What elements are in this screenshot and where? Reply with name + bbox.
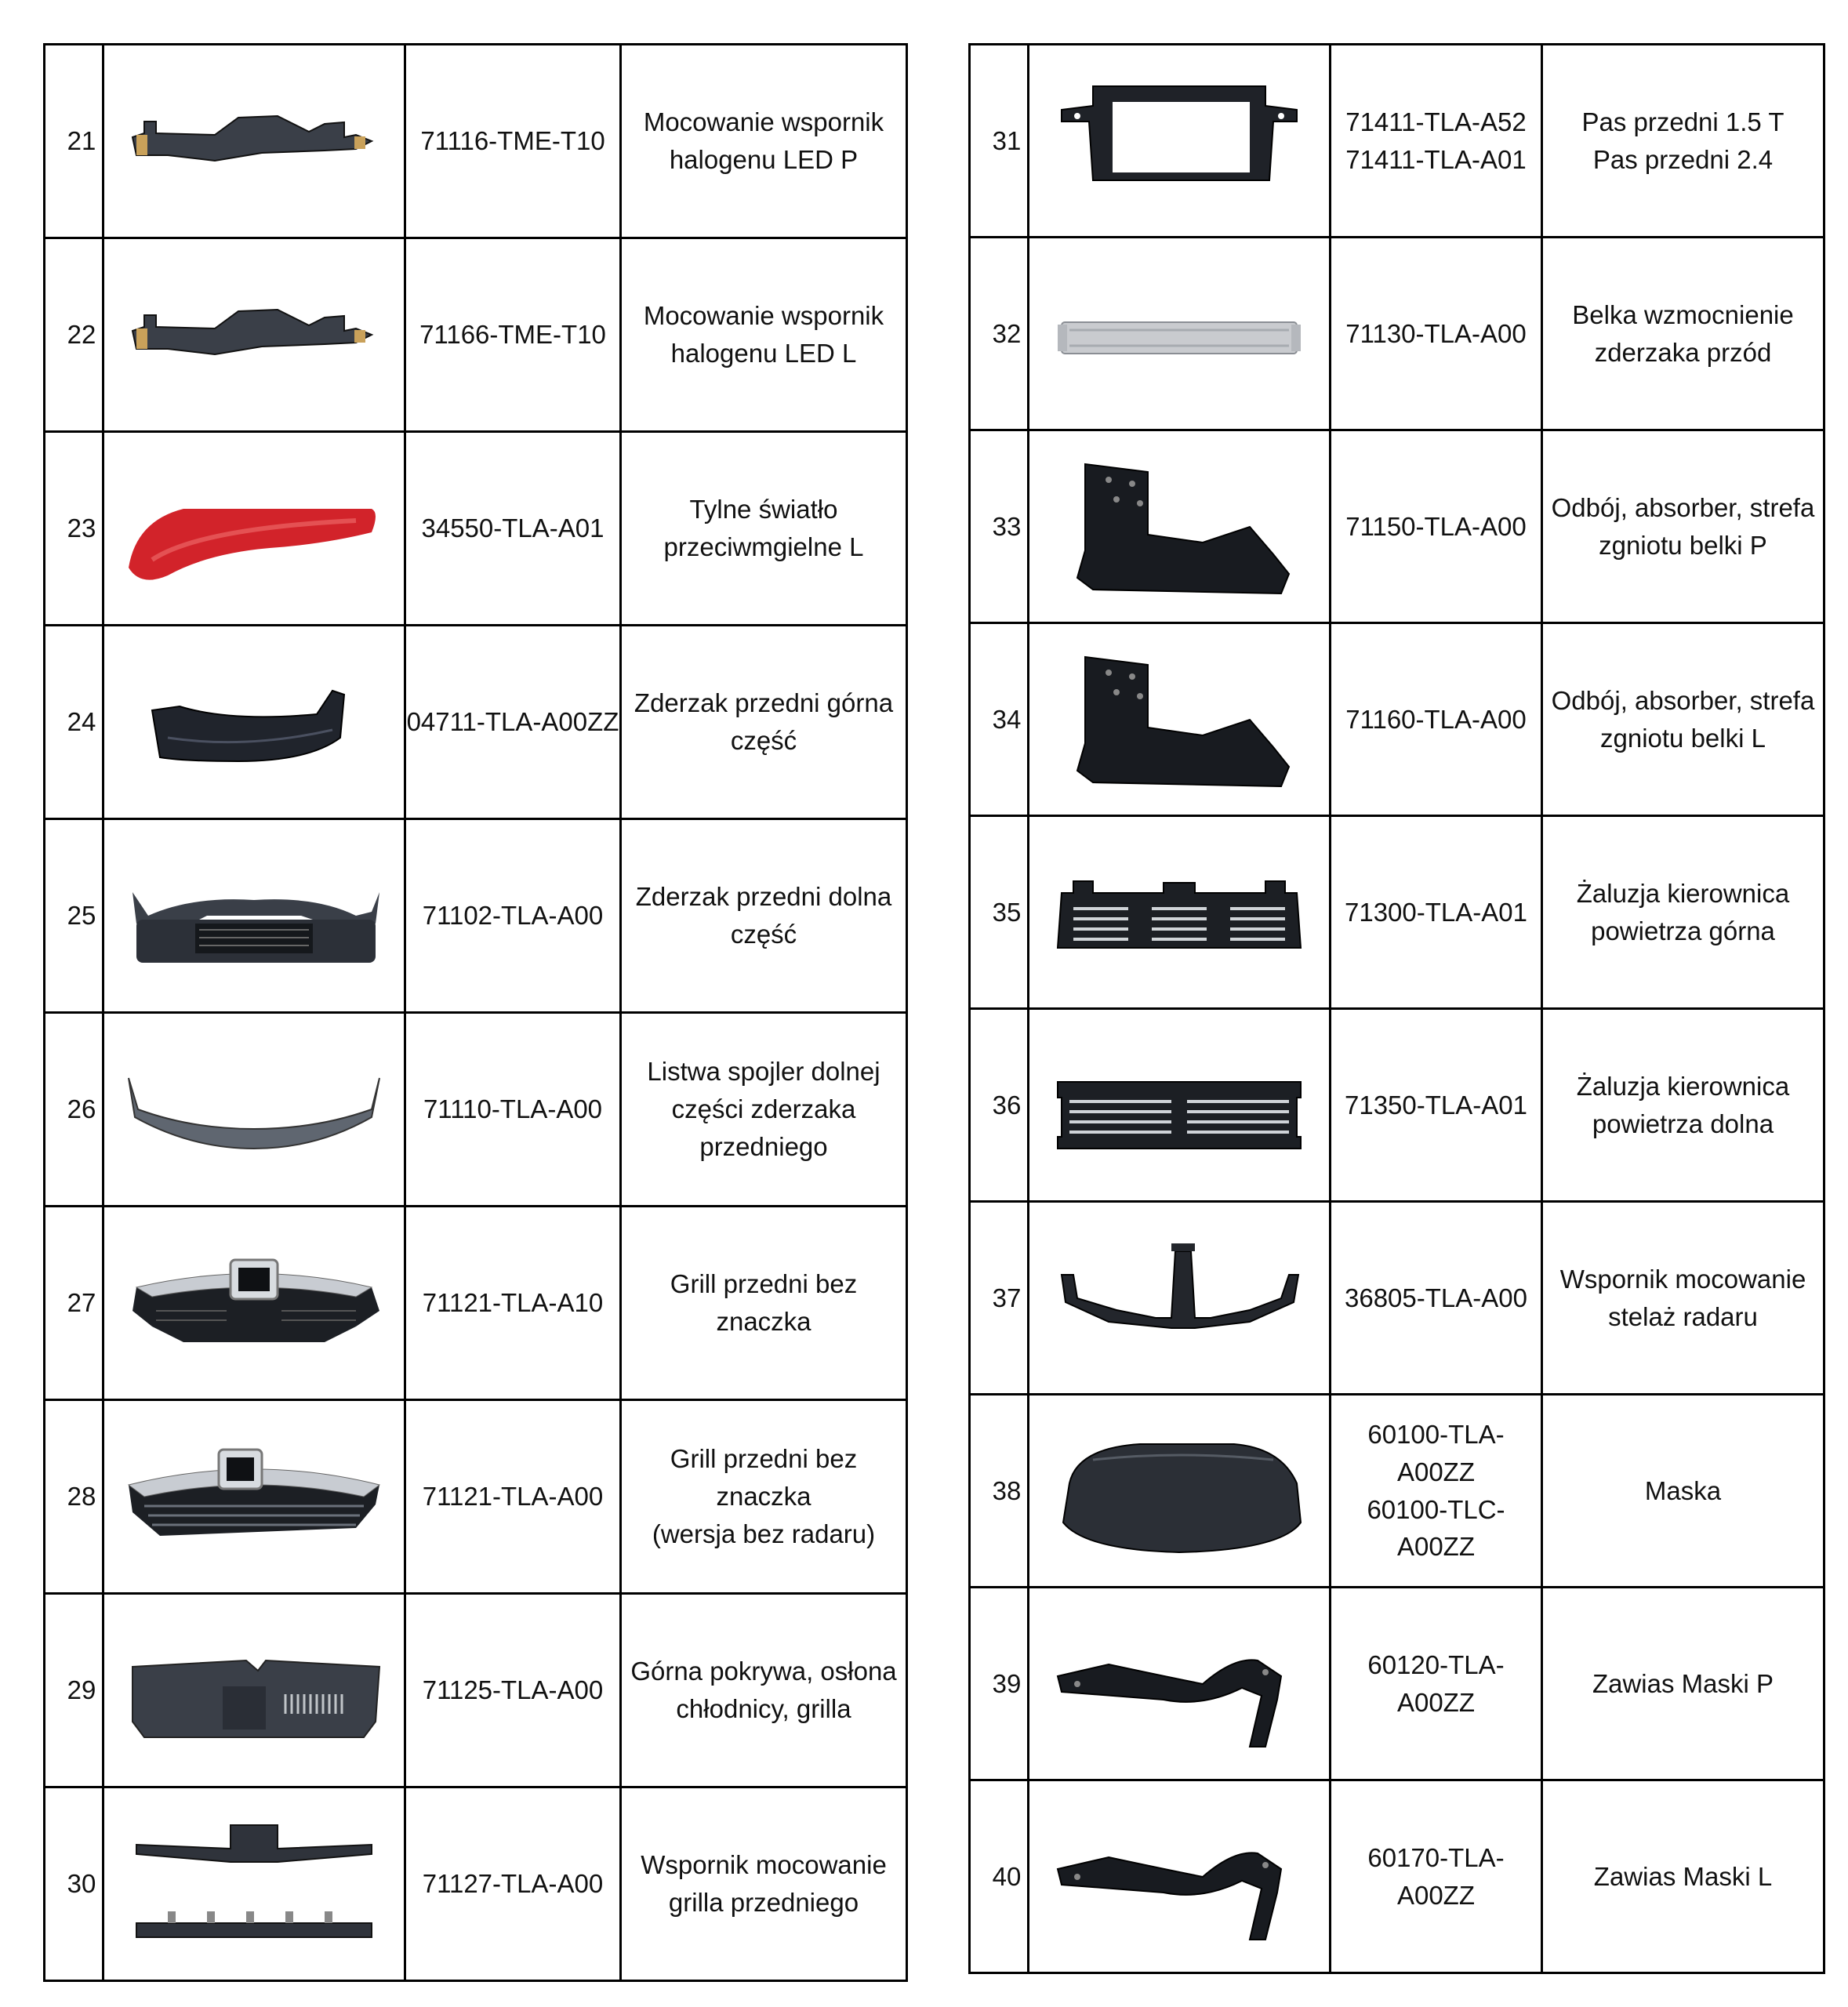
crash-absorber-right-image xyxy=(1046,448,1312,605)
part-description-line: Żaluzja kierownica xyxy=(1576,1071,1790,1101)
part-code: 60120-TLA-A00ZZ xyxy=(1367,1650,1505,1717)
led-bracket-right-image xyxy=(121,63,387,220)
part-row xyxy=(970,238,1824,430)
part-description-line: Grill przedni bez znaczka xyxy=(670,1269,858,1336)
part-description-line: powietrza górna xyxy=(1591,916,1775,945)
spoiler-strip-image xyxy=(121,1031,387,1188)
part-number-index: 34 xyxy=(970,623,1029,816)
part-number-index: 35 xyxy=(970,816,1029,1009)
part-description-line: przeciwmgielne L xyxy=(663,532,864,561)
part-description-cell xyxy=(621,1594,907,1787)
part-code: 60100-TLC-A00ZZ xyxy=(1367,1494,1505,1562)
part-row xyxy=(970,1202,1824,1395)
part-number-index: 30 xyxy=(45,1787,103,1981)
part-description-cell xyxy=(1542,238,1824,430)
part-code-cell xyxy=(1331,45,1542,238)
part-row xyxy=(970,45,1824,238)
part-description-line: Zderzak przedni dolna xyxy=(635,882,892,912)
part-row xyxy=(45,432,907,626)
part-image-cell xyxy=(103,432,405,626)
part-code-cell xyxy=(405,1400,621,1594)
part-image-cell xyxy=(1029,816,1331,1009)
part-code: 71166-TME-T10 xyxy=(419,320,606,350)
part-description-line: Listwa spojler dolnej xyxy=(647,1057,880,1087)
part-code-cell xyxy=(1331,1395,1542,1588)
part-description-line: Tylne światło xyxy=(689,495,838,524)
part-number-index: 25 xyxy=(45,819,103,1013)
part-code-cell xyxy=(405,1207,621,1400)
part-image-cell xyxy=(1029,1780,1331,1973)
part-description-line: Wspornik mocowanie xyxy=(641,1850,887,1880)
part-description-line: Zderzak przedni górna xyxy=(634,688,894,718)
part-row xyxy=(970,1395,1824,1588)
part-description-cell xyxy=(621,238,907,432)
part-description-line: Mocowanie wspornik xyxy=(643,107,884,137)
part-row xyxy=(45,1013,907,1207)
part-description-line: halogenu LED L xyxy=(670,339,857,368)
part-image-cell xyxy=(103,1400,405,1594)
part-description-line: część xyxy=(730,726,797,755)
part-code: 71160-TLA-A00 xyxy=(1345,704,1527,734)
part-code-cell xyxy=(405,626,621,819)
part-description-line: Zawias Maski L xyxy=(1593,1861,1773,1891)
part-number-index: 22 xyxy=(45,238,103,432)
part-image-cell xyxy=(1029,238,1331,430)
part-number-index: 40 xyxy=(970,1780,1029,1973)
hood-hinge-left-image xyxy=(1046,1798,1312,1955)
part-code: 71121-TLA-A00 xyxy=(422,1482,604,1512)
grille-honeycomb-image xyxy=(121,1225,387,1381)
part-row xyxy=(970,1588,1824,1780)
part-code: 71102-TLA-A00 xyxy=(422,901,604,931)
rear-fog-light-image xyxy=(121,450,387,607)
part-image-cell xyxy=(103,238,405,432)
part-description-cell xyxy=(621,432,907,626)
part-description-line: grilla przedniego xyxy=(668,1888,859,1917)
part-code: 71300-TLA-A01 xyxy=(1345,897,1527,927)
part-code: 71411-TLA-A01 xyxy=(1345,144,1527,174)
part-description-cell xyxy=(621,819,907,1013)
part-number-index: 23 xyxy=(45,432,103,626)
part-number-index: 28 xyxy=(45,1400,103,1594)
part-row xyxy=(45,626,907,819)
part-code: 71150-TLA-A00 xyxy=(1345,511,1527,541)
part-description-cell xyxy=(1542,1009,1824,1202)
part-code: 71130-TLA-A00 xyxy=(1345,318,1527,348)
part-code-cell xyxy=(1331,623,1542,816)
hood-hinge-right-image xyxy=(1046,1606,1312,1762)
part-description-cell xyxy=(1542,430,1824,623)
parts-table-left-body xyxy=(45,45,907,1981)
part-code: 71350-TLA-A01 xyxy=(1345,1090,1527,1120)
radiator-cover-image xyxy=(121,1612,387,1769)
bumper-beam-image xyxy=(1046,256,1312,412)
part-number-index: 39 xyxy=(970,1588,1029,1780)
part-description-cell xyxy=(1542,1395,1824,1588)
part-description-line: Odbój, absorber, strefa xyxy=(1551,685,1815,715)
part-image-cell xyxy=(103,1207,405,1400)
part-code-cell xyxy=(405,1013,621,1207)
part-description-cell xyxy=(621,1400,907,1594)
part-row xyxy=(45,819,907,1013)
part-description-line: zderzaka przód xyxy=(1594,337,1772,367)
part-number-index: 38 xyxy=(970,1395,1029,1588)
part-number-index: 29 xyxy=(45,1594,103,1787)
part-description-cell xyxy=(621,45,907,238)
part-image-cell xyxy=(1029,623,1331,816)
part-description-line: powietrza dolna xyxy=(1592,1109,1774,1138)
part-description-line: Wspornik mocowanie xyxy=(1559,1264,1806,1294)
part-code-cell xyxy=(405,1787,621,1981)
part-description-cell xyxy=(1542,1780,1824,1973)
part-row xyxy=(45,1594,907,1787)
led-bracket-left-image xyxy=(121,256,387,413)
part-description-cell xyxy=(1542,623,1824,816)
part-code-cell xyxy=(1331,238,1542,430)
part-image-cell xyxy=(103,1787,405,1981)
part-description-line: części zderzaka xyxy=(671,1094,856,1124)
part-code-cell xyxy=(1331,816,1542,1009)
part-description-line: (wersja bez radaru) xyxy=(652,1519,876,1548)
part-code-cell xyxy=(1331,1588,1542,1780)
crash-absorber-left-image xyxy=(1046,641,1312,798)
part-code: 71116-TME-T10 xyxy=(420,126,605,156)
part-description-line: Mocowanie wspornik xyxy=(643,301,884,331)
part-code: 71411-TLA-A52 xyxy=(1345,107,1527,136)
part-image-cell xyxy=(1029,1009,1331,1202)
part-code-cell xyxy=(1331,1780,1542,1973)
part-description-cell xyxy=(621,1787,907,1981)
part-code: 71125-TLA-A00 xyxy=(422,1675,604,1705)
part-description-line: Belka wzmocnienie xyxy=(1572,299,1794,329)
part-number-index: 31 xyxy=(970,45,1029,238)
part-image-cell xyxy=(1029,1588,1331,1780)
part-row xyxy=(970,816,1824,1009)
part-number-index: 37 xyxy=(970,1202,1029,1395)
part-description-line: Maska xyxy=(1644,1475,1722,1505)
part-row xyxy=(970,623,1824,816)
grille-slats-image xyxy=(121,1418,387,1575)
part-number-index: 24 xyxy=(45,626,103,819)
part-description-cell xyxy=(1542,816,1824,1009)
part-description-cell xyxy=(621,1207,907,1400)
part-description-cell xyxy=(1542,45,1824,238)
part-code: 36805-TLA-A00 xyxy=(1345,1283,1527,1312)
part-number-index: 26 xyxy=(45,1013,103,1207)
part-description-cell xyxy=(621,1013,907,1207)
part-number-index: 36 xyxy=(970,1009,1029,1202)
air-shutter-lower-image xyxy=(1046,1027,1312,1184)
part-number-index: 27 xyxy=(45,1207,103,1400)
part-code-cell xyxy=(405,45,621,238)
parts-table-right xyxy=(968,43,1825,1974)
part-row xyxy=(45,1207,907,1400)
part-number-index: 21 xyxy=(45,45,103,238)
part-description-line: halogenu LED P xyxy=(669,145,859,174)
part-row xyxy=(970,1009,1824,1202)
part-image-cell xyxy=(103,819,405,1013)
part-code-cell xyxy=(405,819,621,1013)
part-description-cell xyxy=(1542,1588,1824,1780)
part-number-index: 33 xyxy=(970,430,1029,623)
part-row xyxy=(45,1787,907,1981)
part-image-cell xyxy=(103,1594,405,1787)
part-image-cell xyxy=(1029,1202,1331,1395)
part-code-cell xyxy=(405,432,621,626)
part-row xyxy=(45,45,907,238)
part-code-cell xyxy=(1331,430,1542,623)
front-panel-image xyxy=(1046,63,1312,220)
part-description-line: Grill przedni bez znaczka xyxy=(670,1444,858,1512)
part-row xyxy=(45,1400,907,1594)
part-code-cell xyxy=(405,1594,621,1787)
part-image-cell xyxy=(1029,45,1331,238)
bumper-lower-image xyxy=(121,837,387,994)
grille-bracket-image xyxy=(121,1806,387,1962)
part-code: 71127-TLA-A00 xyxy=(422,1869,604,1899)
part-row xyxy=(970,1780,1824,1973)
part-description-line: zgniotu belki L xyxy=(1600,723,1766,753)
hood-image xyxy=(1046,1413,1312,1570)
part-code: 34550-TLA-A01 xyxy=(421,514,605,543)
parts-table-left xyxy=(43,43,908,1982)
part-description-cell xyxy=(621,626,907,819)
part-row xyxy=(970,430,1824,623)
bumper-upper-image xyxy=(121,644,387,800)
part-description-line: Żaluzja kierownica xyxy=(1576,878,1790,908)
part-image-cell xyxy=(1029,430,1331,623)
part-image-cell xyxy=(103,626,405,819)
part-description-line: Odbój, absorber, strefa xyxy=(1551,492,1815,522)
part-description-line: Pas przedni 2.4 xyxy=(1592,144,1774,174)
part-code: 71121-TLA-A10 xyxy=(422,1288,604,1318)
part-description-line: Zawias Maski P xyxy=(1592,1668,1774,1698)
part-description-line: zgniotu belki P xyxy=(1599,530,1767,560)
part-image-cell xyxy=(103,1013,405,1207)
part-code: 60170-TLA-A00ZZ xyxy=(1367,1842,1505,1910)
part-description-line: stelaż radaru xyxy=(1608,1301,1758,1331)
part-code: 04711-TLA-A00ZZ xyxy=(406,707,619,737)
air-shutter-upper-image xyxy=(1046,834,1312,991)
part-code-cell xyxy=(1331,1202,1542,1395)
part-description-line: przedniego xyxy=(699,1131,828,1161)
part-description-line: Górna pokrywa, osłona xyxy=(630,1657,897,1686)
part-description-line: Pas przedni 1.5 T xyxy=(1581,107,1784,136)
part-image-cell xyxy=(1029,1395,1331,1588)
radar-bracket-image xyxy=(1046,1220,1312,1377)
part-image-cell xyxy=(103,45,405,238)
part-row xyxy=(45,238,907,432)
part-description-cell xyxy=(1542,1202,1824,1395)
part-description-line: chłodnicy, grilla xyxy=(676,1694,851,1723)
part-code: 60100-TLA-A00ZZ xyxy=(1367,1419,1505,1486)
part-code-cell xyxy=(405,238,621,432)
part-code: 71110-TLA-A00 xyxy=(423,1094,603,1124)
part-number-index: 32 xyxy=(970,238,1029,430)
parts-table-right-body xyxy=(970,45,1824,1973)
part-description-line: część xyxy=(730,920,797,949)
part-code-cell xyxy=(1331,1009,1542,1202)
